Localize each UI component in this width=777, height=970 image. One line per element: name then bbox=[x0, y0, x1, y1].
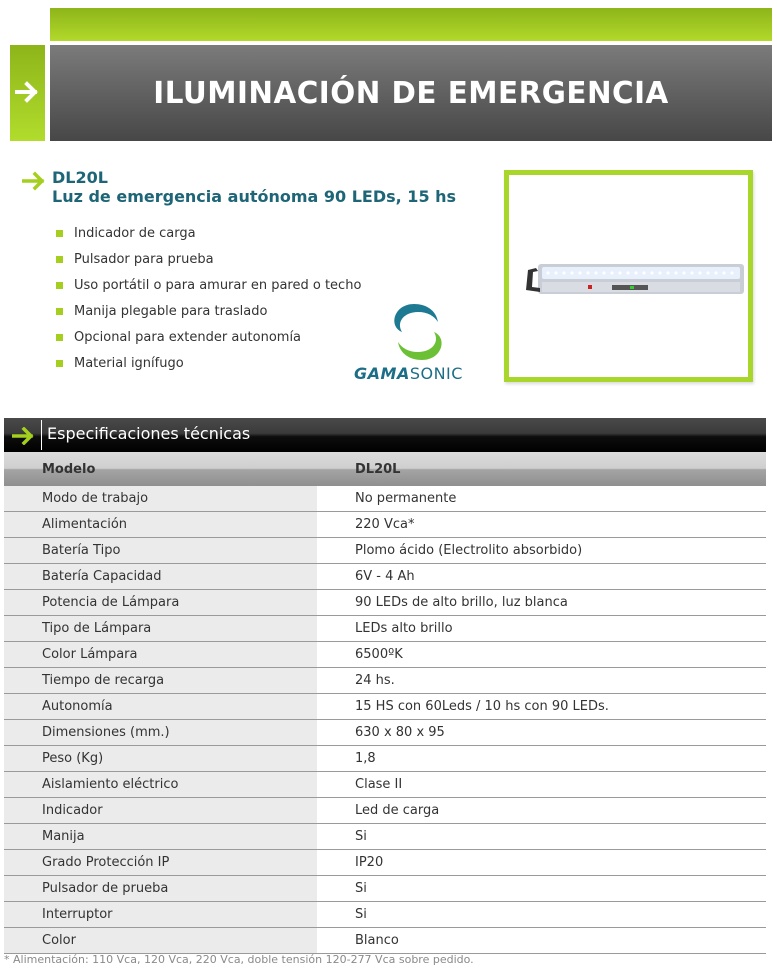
spec-row: Dimensiones (mm.) 630 x 80 x 95 bbox=[4, 720, 766, 746]
spec-row: Alimentación 220 Vca* bbox=[4, 512, 766, 538]
feature-item: Pulsador para prueba bbox=[56, 246, 361, 272]
specs-header-row bbox=[4, 452, 766, 486]
spec-row: Color Blanco bbox=[4, 928, 766, 954]
arrow-right-icon bbox=[12, 427, 38, 445]
feature-item: Indicador de carga bbox=[56, 220, 361, 246]
emergency-lamp-image bbox=[522, 260, 746, 300]
spec-row: Grado Protección IP IP20 bbox=[4, 850, 766, 876]
spec-row: Modo de trabajo No permanente bbox=[4, 486, 766, 512]
title-divider bbox=[41, 420, 42, 450]
spec-row: Potencia de Lámpara 90 LEDs de alto brillo, luz blanca bbox=[4, 590, 766, 616]
top-accent-bar bbox=[50, 8, 772, 41]
spec-row: Pulsador de prueba Si bbox=[4, 876, 766, 902]
feature-item: Uso portátil o para amurar en pared o techo bbox=[56, 272, 361, 298]
spec-row: Indicador Led de carga bbox=[4, 798, 766, 824]
square-bullet-icon bbox=[56, 230, 63, 237]
arrow-right-icon bbox=[22, 171, 48, 191]
square-bullet-icon bbox=[56, 360, 63, 367]
spec-row: Autonomía 15 HS con 60Leds / 10 hs con 90 LEDs. bbox=[4, 694, 766, 720]
feature-list bbox=[56, 220, 361, 376]
square-bullet-icon bbox=[56, 308, 63, 315]
arrow-right-icon bbox=[15, 79, 41, 105]
square-bullet-icon bbox=[56, 282, 63, 289]
spec-row: Tipo de Lámpara LEDs alto brillo bbox=[4, 616, 766, 642]
spec-row: Peso (Kg) 1,8 bbox=[4, 746, 766, 772]
spec-row: Color Lámpara 6500ºK bbox=[4, 642, 766, 668]
brand-name: GAMASONIC bbox=[354, 364, 463, 383]
spec-row: Batería Tipo Plomo ácido (Electrolito absorbido) bbox=[4, 538, 766, 564]
square-bullet-icon bbox=[56, 334, 63, 341]
header-accent-block bbox=[10, 45, 45, 141]
page-header bbox=[50, 45, 772, 141]
model-label: Modelo bbox=[42, 461, 96, 477]
specs-title-bar bbox=[4, 418, 766, 452]
spec-row: Batería Capacidad 6V - 4 Ah bbox=[4, 564, 766, 590]
technical-specs bbox=[4, 418, 766, 954]
specs-title: Especificaciones técnicas bbox=[47, 424, 251, 443]
swirl-logo-icon bbox=[352, 300, 487, 364]
feature-item: Opcional para extender autonomía bbox=[56, 324, 361, 350]
page-title: ILUMINACIÓN DE EMERGENCIA bbox=[153, 75, 669, 111]
product-code: DL20L bbox=[52, 168, 108, 187]
product-photo bbox=[504, 170, 753, 382]
square-bullet-icon bbox=[56, 256, 63, 263]
spec-row: Aislamiento eléctrico Clase II bbox=[4, 772, 766, 798]
footnote: * Alimentación: 110 Vca, 120 Vca, 220 Vca, doble tensión 120-277 Vca sobre pedido. bbox=[4, 953, 474, 966]
spec-row: Tiempo de recarga 24 hs. bbox=[4, 668, 766, 694]
spec-row: Manija Si bbox=[4, 824, 766, 850]
spec-row: Interruptor Si bbox=[4, 902, 766, 928]
product-subtitle: Luz de emergencia autónoma 90 LEDs, 15 hs bbox=[52, 187, 457, 206]
gamasonic-logo bbox=[352, 300, 487, 385]
model-value: DL20L bbox=[355, 461, 401, 477]
feature-item: Manija plegable para traslado bbox=[56, 298, 361, 324]
feature-item: Material ignífugo bbox=[56, 350, 361, 376]
